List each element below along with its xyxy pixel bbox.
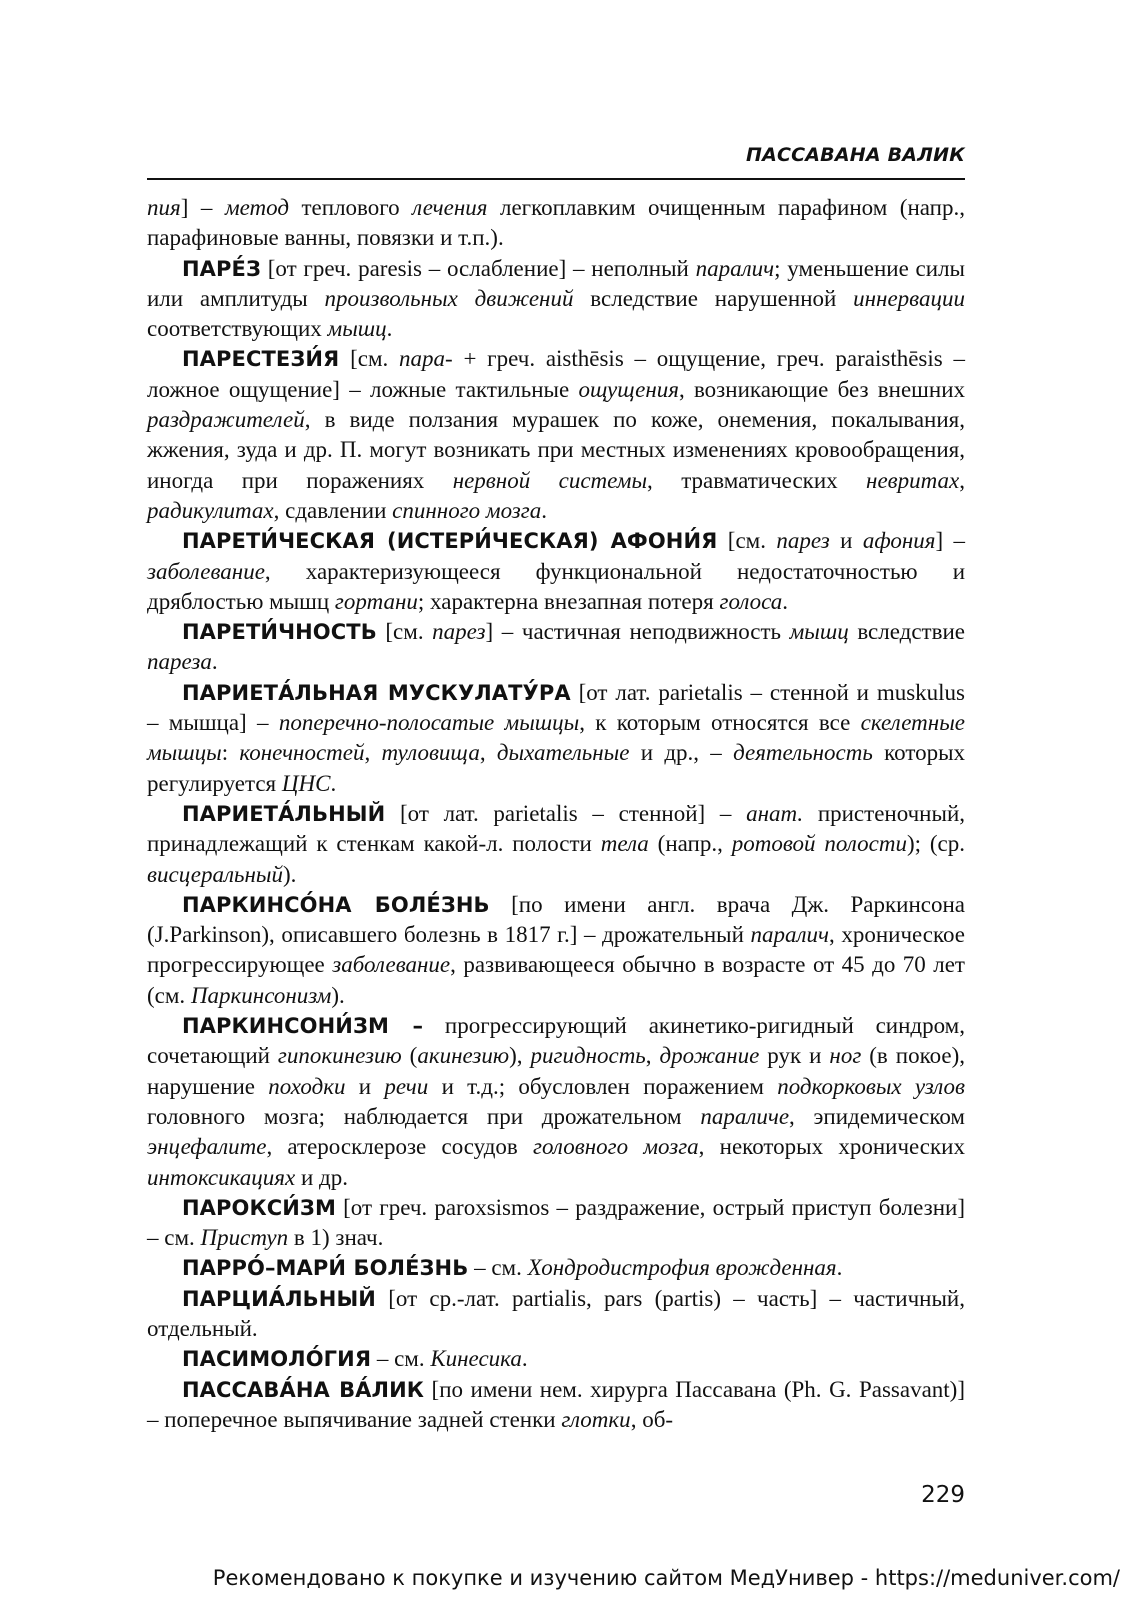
italic-term: паралич bbox=[695, 255, 775, 281]
running-header bbox=[147, 138, 965, 180]
entry-text: . bbox=[211, 649, 218, 675]
entry-text: которых регулируется bbox=[147, 740, 966, 796]
entry-text: (в покое), нарушение bbox=[147, 1043, 965, 1099]
entry-text: прогрессирующий акинетико-ригидный синдром, сочетающий bbox=[147, 1013, 965, 1069]
italic-term: невритах bbox=[866, 467, 960, 493]
italic-term: произвольных движений bbox=[324, 285, 574, 311]
entry-text: ; уменьшение силы или амплитуды bbox=[147, 255, 965, 311]
headword: ПАРИЕТА́ЛЬНАЯ МУСКУЛАТУ́РА bbox=[182, 680, 571, 705]
entry-parro-mari-bolezn bbox=[147, 1253, 965, 1283]
headword: ПАРЦИА́ЛЬНЫЙ bbox=[182, 1286, 376, 1311]
entry-partsialnyy bbox=[147, 1284, 965, 1345]
italic-term: нервной системы bbox=[452, 467, 648, 493]
headword: ПАРЕ́З bbox=[182, 256, 261, 281]
italic-term: Хондродистрофия врожденная bbox=[527, 1255, 837, 1281]
running-head-title: ПАССАВАНА ВАЛИК bbox=[745, 144, 965, 166]
entry-text: . bbox=[782, 588, 789, 614]
entry-text: , характеризующееся функциональной недостаточностью и дряблостью мышц bbox=[147, 558, 965, 614]
italic-term: афония bbox=[862, 528, 936, 554]
entry-text: ). bbox=[282, 861, 297, 887]
headword: ПАРКИНСО́НА БОЛЕ́ЗНЬ bbox=[182, 892, 490, 917]
entry-text: и bbox=[829, 528, 863, 554]
italic-term: ротовой полости bbox=[731, 831, 907, 857]
italic-term: раздражителей bbox=[147, 407, 305, 433]
entry-text: + греч. aisthēsis – ощущение, греч. paraisthēsis – ложное ощущение] – ложные тактильные bbox=[147, 346, 965, 402]
italic-term: ригидность bbox=[530, 1043, 646, 1069]
italic-term: заболевание bbox=[332, 952, 451, 978]
italic-term: параличе bbox=[700, 1103, 790, 1129]
entry-text: ( bbox=[401, 1043, 418, 1069]
entry-text: , хроническое прогрессирующее bbox=[147, 922, 965, 978]
entry-text: вследствие нарушенной bbox=[573, 285, 854, 311]
italic-term: парез bbox=[432, 619, 486, 645]
italic-term: интоксикациях bbox=[147, 1164, 296, 1190]
italic-term: подкорковых узлов bbox=[777, 1073, 965, 1099]
italic-term: висцеральный bbox=[147, 861, 283, 887]
headword: ПАРРО́–МАРИ́ БОЛЕ́ЗНЬ bbox=[182, 1256, 469, 1281]
entry-text: , bbox=[364, 740, 382, 766]
entry-text: , об- bbox=[630, 1406, 674, 1432]
italic-term: дрожание bbox=[659, 1043, 760, 1069]
entry-text: теплового bbox=[288, 195, 413, 220]
entry-paretichnost bbox=[147, 617, 965, 678]
entry-text: ] – частичная неподвижность bbox=[485, 619, 790, 645]
entry-text: головного мозга; наблюдается при дрожательном bbox=[147, 1103, 701, 1129]
entry-text: рук и bbox=[759, 1043, 830, 1069]
entry-text: , развивающееся обычно в возрасте от 45 до 70 лет (см. bbox=[147, 952, 965, 1008]
italic-term: анат. bbox=[746, 800, 804, 826]
entry-text: , bbox=[645, 1043, 660, 1069]
italic-term: спинного мозга bbox=[392, 497, 542, 523]
entry-pasimologiya bbox=[147, 1344, 965, 1374]
entry-text: , bbox=[959, 467, 965, 493]
entry-text: [от греч. paroxsismos – раздражение, острый приступ болезни] – см. bbox=[147, 1194, 965, 1251]
italic-term: Приступ bbox=[200, 1225, 289, 1251]
entry-text: [см. bbox=[339, 346, 400, 372]
italic-term: Паркинсонизм bbox=[190, 982, 332, 1008]
entry-text: – см. bbox=[371, 1346, 431, 1372]
entry-text: [от греч. paresis – ослабление] – неполный bbox=[260, 255, 696, 281]
entry-text: ); (ср. bbox=[906, 831, 965, 857]
italic-term: речи bbox=[384, 1073, 429, 1099]
entry-parietalnyy bbox=[147, 799, 965, 890]
entry-text: , к которым относятся все bbox=[579, 710, 861, 736]
italic-term: акинезию bbox=[417, 1043, 510, 1069]
entry-text: и др., – bbox=[629, 740, 734, 766]
entry-parkinsonizm bbox=[147, 1011, 965, 1193]
entry-text: . bbox=[386, 316, 393, 342]
italic-term: паралич bbox=[750, 922, 830, 948]
recommendation-footer: Рекомендовано к покупке и изучению сайтом МедУнивер - https://meduniver.com/ bbox=[212, 1566, 1120, 1590]
italic-term: головного мозга bbox=[533, 1134, 699, 1160]
italic-term: пия bbox=[147, 195, 181, 220]
entry-text: : bbox=[221, 740, 240, 766]
entry-text: , атеросклерозе сосудов bbox=[266, 1134, 534, 1160]
entry-parietalnaya-muskulatura bbox=[147, 678, 965, 799]
entry-paresteziya bbox=[147, 344, 965, 526]
entry-text: в 1) знач. bbox=[288, 1225, 384, 1251]
headword: ПАРЕТИ́ЧНОСТЬ bbox=[182, 620, 377, 645]
entry-text: [от лат. parietalis – стенной и muskulus – мышца] – bbox=[147, 679, 965, 736]
italic-term: походки bbox=[268, 1073, 346, 1099]
headword: ПАСИМОЛО́ГИЯ bbox=[182, 1347, 372, 1372]
headword: ПАРИЕТА́ЛЬНЫЙ bbox=[182, 801, 386, 826]
entry-text: , bbox=[479, 740, 497, 766]
entry-text: , эпидемическом bbox=[789, 1103, 965, 1129]
italic-term: ЦНС bbox=[281, 770, 331, 796]
italic-term: деятельность bbox=[733, 740, 873, 766]
italic-term: мышц bbox=[789, 619, 849, 645]
italic-term: гипокинезию bbox=[277, 1043, 402, 1069]
entry-text: [от ср.-лат. partialis, pars (partis) – часть] – частичный, отдельный. bbox=[147, 1285, 965, 1341]
entry-text: ] – bbox=[935, 528, 965, 554]
headword: ПАРЕСТЕЗИ́Я bbox=[182, 347, 340, 372]
italic-term: дыхательные bbox=[496, 740, 630, 766]
entry-paroksizm bbox=[147, 1193, 965, 1254]
entry-text: . bbox=[836, 1255, 843, 1281]
entry-text: , возникающие без внешних bbox=[678, 376, 966, 402]
italic-term: пара- bbox=[399, 346, 453, 372]
entry-text: [см. bbox=[717, 528, 777, 554]
entry-text: . bbox=[521, 1346, 528, 1372]
entry-text: пристеночный, принадлежащий к стенкам какой-л. полости bbox=[147, 800, 966, 857]
italic-term: Кинесика bbox=[430, 1346, 522, 1372]
dictionary-body bbox=[147, 193, 965, 1435]
page-number: 229 bbox=[921, 1482, 965, 1508]
entry-pareticheskaya-afoniya bbox=[147, 526, 965, 617]
headword: ПАРЕТИ́ЧЕСКАЯ (ИСТЕРИ́ЧЕСКАЯ) АФОНИ́Я bbox=[182, 529, 718, 554]
entry-text: (напр., bbox=[648, 831, 732, 857]
italic-term: иннервации bbox=[853, 285, 965, 311]
headword: ПАССАВА́НА ВА́ЛИК bbox=[182, 1377, 425, 1402]
headword: ПАРКИНСОНИ́ЗМ – bbox=[182, 1014, 424, 1039]
italic-term: поперечно-полосатые мышцы bbox=[278, 710, 580, 736]
entry-text: и т.д.; обусловлен поражением bbox=[428, 1073, 778, 1099]
entry-text: [по имени англ. врача Дж. Раркинсона (J.Parkinson), описавшего болезнь в 1817 г.] – дрожательный bbox=[147, 891, 965, 948]
entry-text: [см. bbox=[376, 619, 433, 645]
italic-term: скелетные мышцы bbox=[147, 710, 965, 766]
italic-term: заболевание bbox=[147, 558, 265, 584]
entry-text: ; характерна внезапная потеря bbox=[417, 588, 720, 614]
italic-term: конечностей bbox=[239, 740, 365, 766]
italic-term: глотки bbox=[561, 1406, 631, 1432]
entry-text: ] – bbox=[180, 195, 225, 220]
entry-text: . bbox=[330, 770, 337, 796]
italic-term: энцефалите bbox=[147, 1134, 267, 1160]
entry-text: , сдавлении bbox=[273, 497, 393, 523]
entry-text: , в виде ползания мурашек по коже, онемения, покалывания, жжения, зуда и др. П. могут возникать при местных изменениях кровообращения, иногда при поражениях bbox=[147, 407, 965, 493]
italic-term: гортани bbox=[334, 588, 418, 614]
italic-term: радикулитах bbox=[147, 497, 274, 523]
entry-text: и bbox=[345, 1073, 385, 1099]
headword: ПАРОКСИ́ЗМ bbox=[182, 1195, 336, 1220]
entry-text: [по имени нем. хирурга Пассавана (Ph. G. Passavant)] – поперечное выпячивание задней стенки bbox=[147, 1376, 965, 1432]
italic-term: метод bbox=[224, 195, 289, 220]
entry-text: и др. bbox=[295, 1164, 348, 1190]
entry-passavana-valik bbox=[147, 1375, 965, 1436]
italic-term: туловища bbox=[381, 740, 480, 766]
italic-term: тела bbox=[600, 831, 649, 857]
entry-text: легкоплавким очищенным парафином (напр., парафиновые ванны, повязки и т.п.). bbox=[147, 195, 965, 251]
entry-text: , травматических bbox=[647, 467, 867, 493]
entry-text: . bbox=[541, 497, 547, 523]
entry-text: ). bbox=[331, 982, 345, 1008]
entry-parez bbox=[147, 254, 965, 345]
entry-parkinsona-bolezn bbox=[147, 890, 965, 1011]
italic-term: пареза bbox=[147, 649, 212, 675]
entry-text: соответствующих bbox=[147, 316, 328, 342]
italic-term: лечения bbox=[412, 195, 488, 220]
entry-continuation bbox=[147, 193, 965, 254]
entry-text: ), bbox=[509, 1043, 531, 1069]
italic-term: голоса bbox=[719, 588, 783, 614]
entry-text: [от лат. parietalis – стенной] – bbox=[385, 800, 747, 826]
entry-text: вследствие bbox=[848, 619, 965, 645]
italic-term: мышц bbox=[327, 316, 387, 342]
italic-term: ног bbox=[829, 1043, 862, 1069]
entry-text: – см. bbox=[468, 1255, 528, 1281]
italic-term: ощущения bbox=[578, 376, 679, 402]
italic-term: парез bbox=[776, 528, 830, 554]
entry-text: , некоторых хронических bbox=[698, 1134, 965, 1160]
